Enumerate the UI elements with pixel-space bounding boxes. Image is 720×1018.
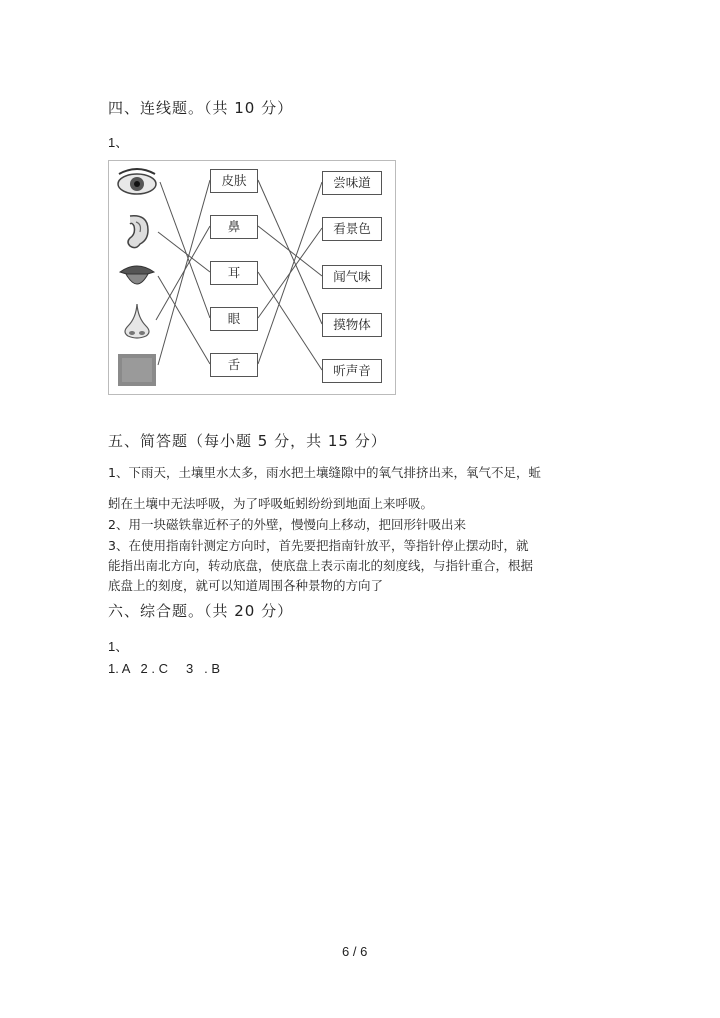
section5-title: 五、简答题（每小题 5 分，共 15 分） xyxy=(108,432,387,450)
section6-answers: 1. A 2 . C 3 . B xyxy=(108,661,220,676)
section6-q1-label: 1、 xyxy=(108,639,129,654)
function-box-smell: 闻气味 xyxy=(322,265,382,289)
organ-box-eye: 眼 xyxy=(210,307,258,331)
answer-1-line-2: 蚓在土壤中无法呼吸，为了呼吸蚯蚓纷纷到地面上来呼吸。 xyxy=(108,496,434,511)
organ-box-nose: 鼻 xyxy=(210,215,258,239)
answer-3-line-1: 3、在使用指南针测定方向时，首先要把指南针放平，等指针停止摆动时，就 xyxy=(108,538,529,553)
organ-box-skin: 皮肤 xyxy=(210,169,258,193)
function-box-hear: 听声音 xyxy=(322,359,382,383)
function-box-touch: 摸物体 xyxy=(322,313,382,337)
function-box-taste: 尝味道 xyxy=(322,171,382,195)
function-box-see: 看景色 xyxy=(322,217,382,241)
eye-icon xyxy=(116,166,158,202)
answer-3-line-3: 底盘上的刻度，就可以知道周围各种景物的方向了 xyxy=(108,578,384,593)
skin-icon xyxy=(116,352,158,388)
page-number: 6 / 6 xyxy=(342,944,368,959)
answer-1-line-1: 1、下雨天，土壤里水太多，雨水把土壤缝隙中的氧气排挤出来，氧气不足，蚯 xyxy=(108,465,541,480)
answer-3-line-2: 能指出南北方向，转动底盘，使底盘上表示南北的刻度线，与指针重合，根据 xyxy=(108,558,534,573)
organ-box-tongue: 舌 xyxy=(210,353,258,377)
matching-diagram xyxy=(108,160,396,395)
section4-q1-label: 1、 xyxy=(108,135,129,150)
section6-title: 六、综合题。（共 20 分） xyxy=(108,602,294,620)
nose-icon xyxy=(116,302,158,338)
answer-2: 2、用一块磁铁靠近杯子的外壁，慢慢向上移动，把回形针吸出来 xyxy=(108,517,466,532)
tongue-icon xyxy=(116,258,158,294)
section4-title: 四、连线题。（共 10 分） xyxy=(108,99,294,117)
ear-icon xyxy=(116,212,158,248)
organ-box-ear: 耳 xyxy=(210,261,258,285)
